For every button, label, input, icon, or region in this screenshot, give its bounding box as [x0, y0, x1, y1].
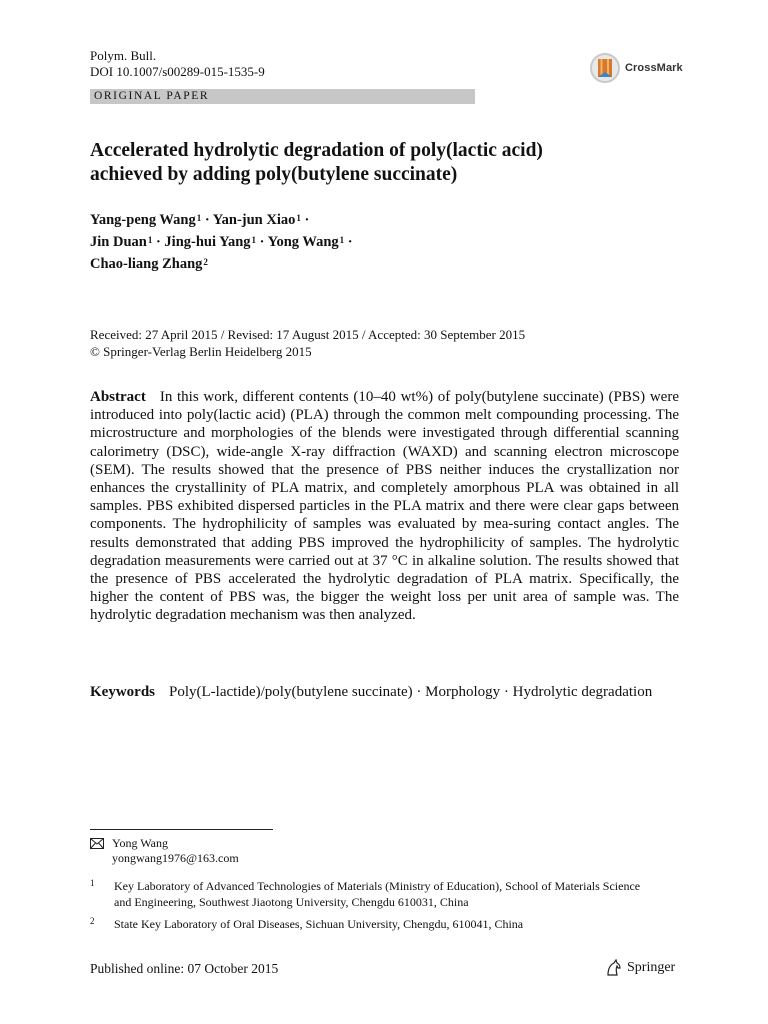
keywords — [90, 683, 679, 701]
journal-header — [90, 48, 265, 80]
crossmark-badge[interactable] — [587, 52, 683, 84]
author-line-2 — [90, 231, 690, 253]
author-affiliation-mark: 1 — [196, 213, 202, 223]
author-affiliation-mark: 1 — [296, 213, 301, 223]
crossmark-icon — [587, 52, 623, 84]
author-separator: · — [347, 234, 353, 250]
author-affiliation-mark: 1 — [147, 235, 153, 245]
author-affiliation-mark: 2 — [203, 257, 208, 267]
author-name[interactable]: Chao-liang Zhang — [90, 256, 203, 272]
correspondence — [90, 836, 239, 866]
author-affiliation-mark: 1 — [251, 235, 257, 245]
title-line-2: achieved by adding poly(butylene succinate) — [90, 164, 458, 185]
author-separator: · — [155, 234, 161, 250]
affiliation-number: 2 — [90, 916, 95, 926]
author-separator: · — [304, 212, 310, 228]
affiliation-item — [90, 917, 644, 933]
affiliation-number: 1 — [90, 878, 95, 888]
author-name[interactable]: Jin Duan — [90, 234, 147, 250]
author-name[interactable]: Yong Wang — [267, 234, 339, 250]
affiliation-text: State Key Laboratory of Oral Diseases, Sichuan University, Chengdu, 610041, China — [114, 917, 524, 931]
author-name[interactable]: Yang-peng Wang — [90, 212, 196, 228]
abstract — [90, 388, 679, 625]
keywords-text: Poly(L-lactide)/poly(butylene succinate) · Morphology · Hydrolytic degradation — [169, 684, 653, 700]
author-separator: · — [204, 212, 210, 228]
crossmark-label: CrossMark — [625, 62, 683, 74]
springer-horse-icon — [605, 959, 623, 977]
title-line-1: Accelerated hydrolytic degradation of poly(lactic acid) — [90, 140, 543, 161]
publisher-name: Springer — [627, 960, 676, 975]
doi[interactable]: DOI 10.1007/s00289-015-1535-9 — [90, 64, 265, 79]
abstract-text: In this work, different contents (10–40 wt%) of poly(butylene succinate) (PBS) were introduced into poly(lactic acid) (PLA) through the common melt compounding processing. The microstructure and morphologies of the blends were investigated through differential scanning calorimetry (DSC), wide-angle X-ray diffraction (WAXD) and scanning electron microscope (SEM). The results showed that the presence of PBS neither induces the crystallization nor enhances the crystallinity of PLA matrix, and completely amorphous PLA was obtained in all samples. PBS exhibited dispersed particles in the PLA matrix and there were clear gaps between components. The hydrophilicity of samples was evaluated by mea-suring contact angles. The results demonstrated that adding PBS improved the hydrophilicity of samples. The hydrolytic degradation measurements were carried out at 37 °C in alkaline solution. The results showed that the presence of PBS accelerated the hydrolytic degradation of PLA matrix. Specifically, the higher the content of PBS was, the bigger the weight loss per unit area of sample was. The hydrolytic degradation mechanism was then analyzed. — [90, 389, 679, 624]
correspondence-name: Yong Wang — [112, 836, 168, 850]
received-revised-accepted: Received: 27 April 2015 / Revised: 17 August 2015 / Accepted: 30 September 2015 — [90, 327, 526, 342]
author-line-3 — [90, 253, 690, 275]
envelope-icon — [90, 838, 104, 849]
abstract-label: Abstract — [90, 389, 146, 405]
copyright: © Springer-Verlag Berlin Heidelberg 2015 — [90, 344, 312, 359]
author-name[interactable]: Yan-jun Xiao — [212, 212, 296, 228]
author-line-1 — [90, 209, 690, 231]
author-affiliation-mark: 1 — [339, 235, 345, 245]
publisher-logo — [605, 959, 675, 977]
correspondence-email[interactable]: yongwang1976@163.com — [112, 851, 239, 865]
publication-history — [90, 326, 525, 360]
author-name[interactable]: Jing-hui Yang — [164, 234, 251, 250]
affiliation-item — [90, 879, 644, 910]
footnote-divider — [90, 829, 273, 830]
journal-name: Polym. Bull. — [90, 48, 157, 63]
keywords-label: Keywords — [90, 684, 155, 700]
affiliation-text: Key Laboratory of Advanced Technologies of Materials (Ministry of Education), School of Materials Science and Engineering, Southwest Jiaotong University, Chengdu 610031, China — [114, 879, 641, 909]
section-bar — [90, 89, 475, 104]
author-list — [90, 209, 690, 275]
author-separator: · — [259, 234, 265, 250]
published-online: Published online: 07 October 2015 — [90, 961, 279, 976]
paper-title — [90, 139, 690, 187]
section-label: ORIGINAL PAPER — [94, 90, 210, 102]
